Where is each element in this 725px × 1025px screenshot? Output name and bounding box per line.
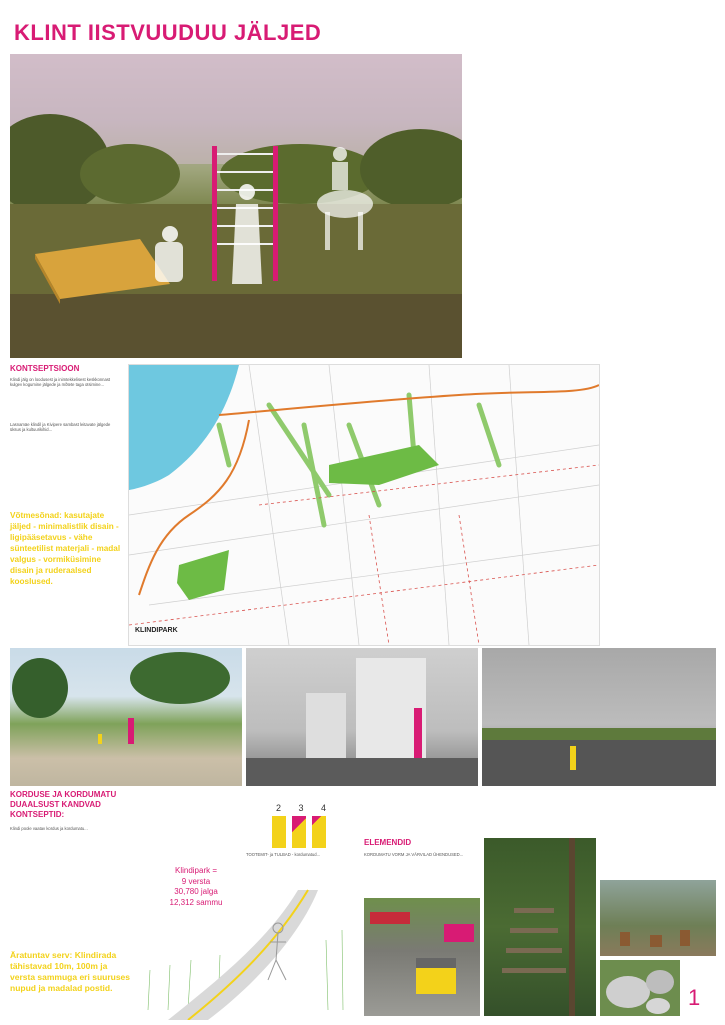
map-drawing (129, 365, 599, 645)
number-row (276, 803, 326, 813)
duality-text: Klindi poole vaatav kordus ja kordumatu... (10, 826, 88, 831)
number-4: 4 (320, 803, 326, 813)
klindipark-title: Klindipark = (174, 866, 218, 875)
map-label: KLINDIPARK (135, 627, 178, 634)
photo-road (482, 648, 716, 786)
path-sketch (128, 870, 360, 1020)
photo-boulders-drawing (600, 960, 680, 1016)
photo-seats (364, 898, 480, 1016)
elements-text: KORDUMATU VORM JA VÄRVILAD ÜHENDUSED... (364, 852, 464, 857)
totem-swatches (272, 816, 326, 848)
klindipark-versta: 9 versta (181, 876, 211, 886)
page-title: KLINT IISTVUUDUU JÄLJED (14, 20, 322, 45)
photo-boulders (600, 960, 680, 1016)
klindipark-sammu: 12,312 sammu (169, 897, 223, 907)
number-2: 2 (276, 803, 282, 813)
hero-image (10, 54, 462, 358)
photo-path (10, 648, 242, 786)
photo-stumps (600, 880, 716, 956)
concept-heading: KONTSEPTSIOON (10, 364, 80, 373)
concept-text-2: Lasnamäe klindil ja Kivipere sambast leitavate jälgede üksus ja kultuurikihid... (10, 422, 111, 433)
photo-road-drawing (482, 648, 716, 786)
photo-forest-steps (484, 838, 596, 1016)
totem-yellow (272, 816, 286, 848)
photo-steps-drawing (484, 838, 596, 1016)
elements-heading: ELEMENDID (364, 838, 412, 847)
number-3: 3 (298, 803, 304, 813)
totem-mixed (292, 816, 306, 848)
photo-path-drawing (10, 648, 242, 786)
elements-text-2 (600, 838, 716, 878)
totem-mixed-2 (312, 816, 326, 848)
keywords-text: Võtmesõnad: kasutajate jäljed - minimalistlik disain - ligipääsetavus - vähe sünteetilist materjali - madal valgus - vormiküsimine disain ja ruderaalsed kooslused. (10, 511, 121, 586)
duality-heading: KORDUSE JA KORDUMATU DUAALSUST KANDVAD KONTSEPTID: (10, 790, 117, 819)
photo-seats-drawing (364, 898, 480, 1016)
klindipark-jalga: 30,780 jalga (174, 887, 218, 896)
path-sketch-drawing (128, 870, 360, 1020)
concept-text: Klindi jälg on loodusest ja inimtekkelisest keskkonnast kulgev kogumine jälgede ja mõtete taga otsimine... (10, 377, 111, 388)
hero-illustration (10, 54, 462, 358)
photo-stumps-drawing (600, 880, 716, 956)
edge-text: Äratuntav serv: Klindirada tähistavad 10m, 100m ja versta sammuga eri suuruses nupud ja madalad postid. (10, 950, 131, 993)
site-map (128, 364, 600, 646)
photo-street-drawing (246, 648, 478, 786)
totems-text: TOOTEMIT- ja TULBAD - kordumatud... (246, 852, 321, 857)
photo-street (246, 648, 478, 786)
page-number: 1 (688, 985, 701, 1010)
